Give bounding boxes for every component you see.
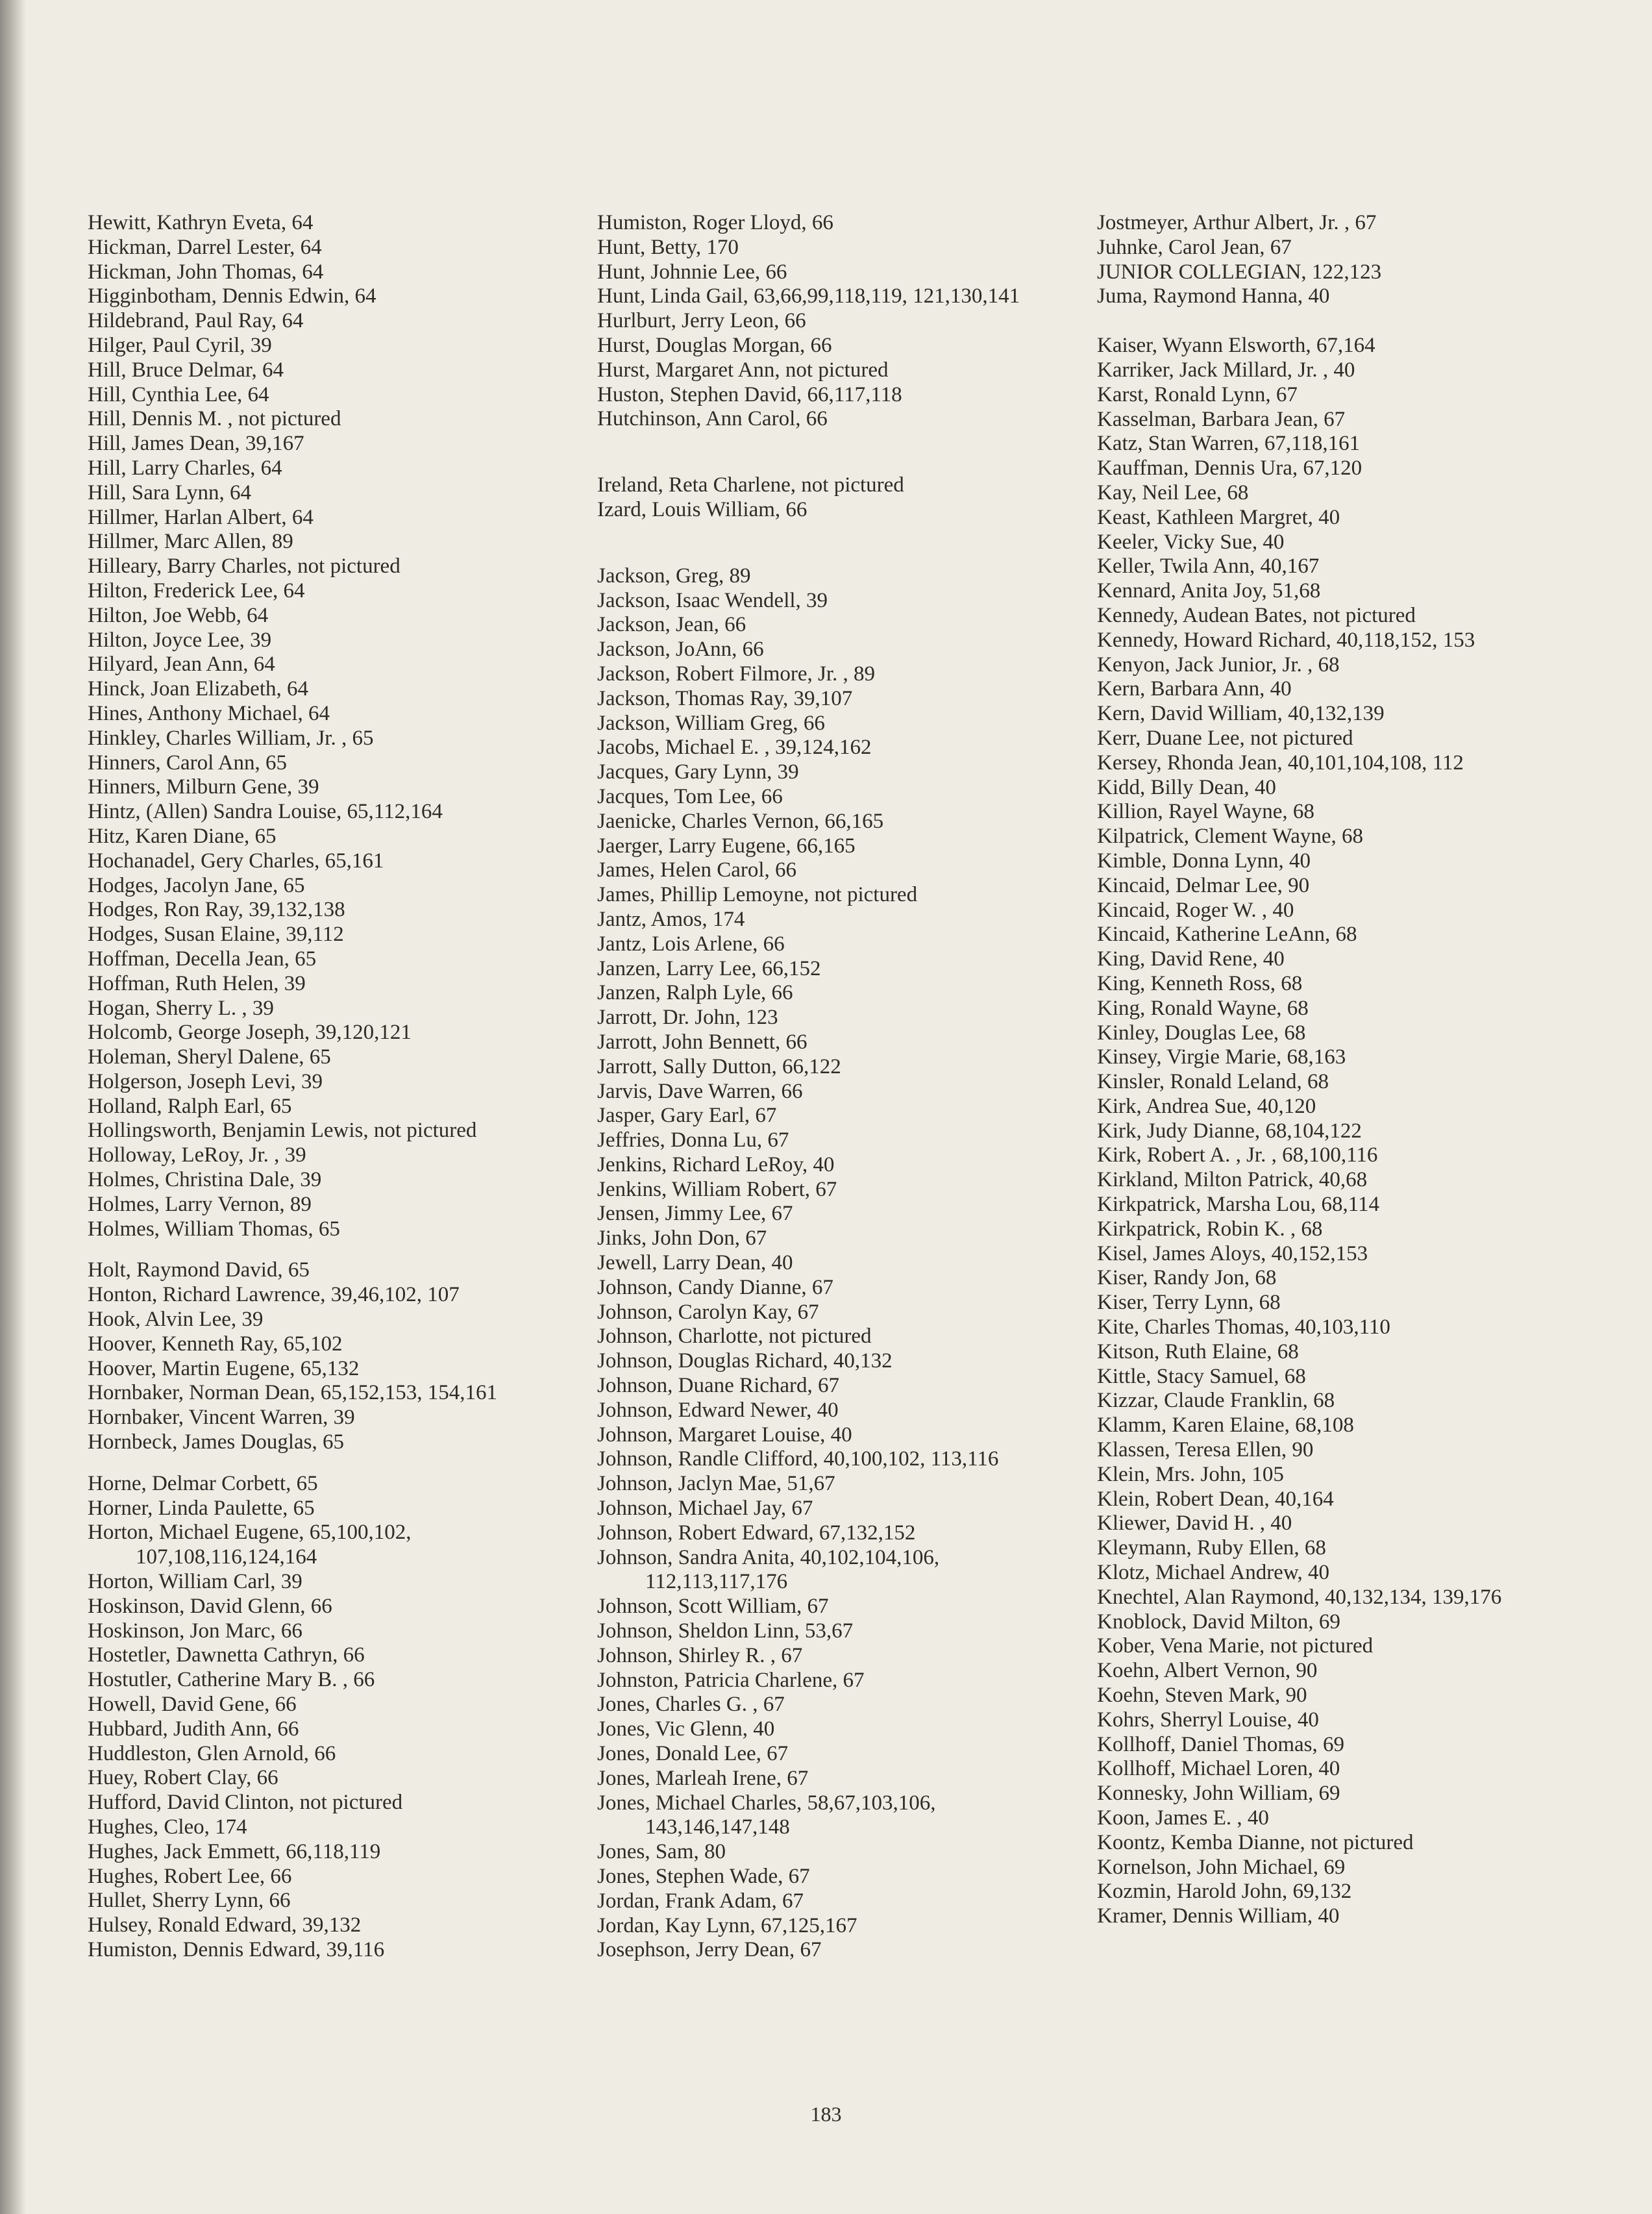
index-entry: Holmes, Larry Vernon, 89 xyxy=(88,1192,312,1216)
index-entry: Hilton, Joyce Lee, 39 xyxy=(88,628,272,652)
index-entry: King, David Rene, 40 xyxy=(1097,947,1285,971)
index-entry: Holt, Raymond David, 65 xyxy=(88,1258,310,1282)
index-entry: Hilyard, Jean Ann, 64 xyxy=(88,653,275,677)
index-entry: Jacobs, Michael E. , 39,124,162 xyxy=(597,736,872,760)
index-entry: Kirk, Judy Dianne, 68,104,122 xyxy=(1097,1119,1362,1143)
group-spacer xyxy=(88,1455,555,1472)
group-spacer xyxy=(597,523,1065,564)
index-entry: Humiston, Dennis Edward, 39,116 xyxy=(88,1937,385,1961)
index-entry: Hill, Larry Charles, 64 xyxy=(88,456,282,480)
index-entry: Killion, Rayel Wayne, 68 xyxy=(1097,800,1314,824)
index-entry: Hill, Bruce Delmar, 64 xyxy=(88,358,284,382)
index-entry: Kern, Barbara Ann, 40 xyxy=(1097,677,1292,701)
index-entry: Kirkpatrick, Marsha Lou, 68,114 xyxy=(1097,1193,1380,1217)
index-entry: Klotz, Michael Andrew, 40 xyxy=(1097,1561,1330,1585)
index-entry: Hurst, Margaret Ann, not pictured xyxy=(597,358,889,382)
index-entry: Kidd, Billy Dean, 40 xyxy=(1097,775,1276,799)
index-entry: Koehn, Albert Vernon, 90 xyxy=(1097,1659,1318,1683)
index-entry: Kinsey, Virgie Marie, 68,163 xyxy=(1097,1045,1346,1069)
index-entry: Klassen, Teresa Ellen, 90 xyxy=(1097,1438,1314,1462)
index-entry: Hewitt, Kathryn Eveta, 64 xyxy=(88,211,314,234)
index-entry: Horton, William Carl, 39 xyxy=(88,1570,302,1594)
index-entry: Hinners, Carol Ann, 65 xyxy=(88,751,288,775)
index-entry: Johnson, Carolyn Kay, 67 xyxy=(597,1300,819,1324)
index-entry: Holeman, Sheryl Dalene, 65 xyxy=(88,1045,331,1069)
index-entry: Hill, Cynthia Lee, 64 xyxy=(88,382,269,406)
index-entry: Jacques, Gary Lynn, 39 xyxy=(597,760,799,784)
index-entry: Hill, Dennis M. , not pictured xyxy=(88,407,341,431)
index-entry: Hoskinson, David Glenn, 66 xyxy=(88,1594,332,1618)
group-spacer xyxy=(1097,309,1564,334)
index-entry: Holmes, William Thomas, 65 xyxy=(88,1217,340,1241)
index-entry: Kenyon, Jack Junior, Jr. , 68 xyxy=(1097,653,1340,677)
index-entry: Klein, Robert Dean, 40,164 xyxy=(1097,1487,1334,1511)
index-entry: Jackson, Greg, 89 xyxy=(597,564,751,588)
group-spacer xyxy=(88,1241,555,1258)
index-entry: JUNIOR COLLEGIAN, 122,123 xyxy=(1097,260,1382,284)
index-entry: Kauffman, Dennis Ura, 67,120 xyxy=(1097,456,1362,480)
index-column-1 xyxy=(88,211,555,1963)
index-entry: Kitson, Ruth Elaine, 68 xyxy=(1097,1339,1299,1363)
index-entry: Kilpatrick, Clement Wayne, 68 xyxy=(1097,825,1364,849)
index-entry: King, Kenneth Ross, 68 xyxy=(1097,971,1303,995)
index-entry: Honton, Richard Lawrence, 39,46,102, 107 xyxy=(88,1283,460,1307)
index-entry: Kasselman, Barbara Jean, 67 xyxy=(1097,407,1346,431)
index-entry: Jantz, Lois Arlene, 66 xyxy=(597,932,785,956)
index-entry: Hunt, Johnnie Lee, 66 xyxy=(597,260,787,284)
index-entry: Koontz, Kemba Dianne, not pictured xyxy=(1097,1830,1414,1854)
index-entry: Johnson, Sheldon Linn, 53,67 xyxy=(597,1619,854,1643)
index-entry: Keast, Kathleen Margret, 40 xyxy=(1097,505,1340,529)
index-entry: Hodges, Ron Ray, 39,132,138 xyxy=(88,898,345,922)
index-entry: Hurst, Douglas Morgan, 66 xyxy=(597,333,832,357)
index-entry: Huston, Stephen David, 66,117,118 xyxy=(597,382,902,406)
index-entry: Knoblock, David Milton, 69 xyxy=(1097,1610,1340,1634)
index-entry: Kennard, Anita Joy, 51,68 xyxy=(1097,579,1321,603)
index-entry: Jones, Stephen Wade, 67 xyxy=(597,1865,810,1888)
index-entry: Horner, Linda Paulette, 65 xyxy=(88,1496,315,1520)
index-entry: Knechtel, Alan Raymond, 40,132,134, 139,176 xyxy=(1097,1585,1502,1609)
index-entry: Izard, Louis William, 66 xyxy=(597,497,808,521)
index-entry: Hodges, Jacolyn Jane, 65 xyxy=(88,873,305,897)
index-entry: King, Ronald Wayne, 68 xyxy=(1097,996,1309,1020)
index-entry: Hostetler, Dawnetta Cathryn, 66 xyxy=(88,1643,365,1667)
index-entry: Jasper, Gary Earl, 67 xyxy=(597,1104,777,1128)
index-entry: Horne, Delmar Corbett, 65 xyxy=(88,1471,318,1495)
index-entry: Hildebrand, Paul Ray, 64 xyxy=(88,309,304,333)
index-entry: Hinck, Joan Elizabeth, 64 xyxy=(88,677,308,701)
index-entry: Hornbaker, Vincent Warren, 39 xyxy=(88,1406,355,1430)
index-entry: Howell, David Gene, 66 xyxy=(88,1693,297,1717)
index-entry: Hochanadel, Gery Charles, 65,161 xyxy=(88,849,384,873)
index-entry: Koehn, Steven Mark, 90 xyxy=(1097,1684,1307,1708)
index-entry: Jackson, Robert Filmore, Jr. , 89 xyxy=(597,662,876,686)
index-entry: Holcomb, George Joseph, 39,120,121 xyxy=(88,1021,412,1045)
index-entry: Jones, Marleah Irene, 67 xyxy=(597,1766,809,1790)
index-entry: Hitz, Karen Diane, 65 xyxy=(88,824,277,848)
index-entry: Hilton, Frederick Lee, 64 xyxy=(88,578,305,603)
index-entry: Keeler, Vicky Sue, 40 xyxy=(1097,530,1285,554)
index-entry: Holgerson, Joseph Levi, 39 xyxy=(88,1069,323,1093)
index-entry: Johnson, Scott William, 67 xyxy=(597,1595,829,1619)
index-entry: Kober, Vena Marie, not pictured xyxy=(1097,1634,1374,1658)
index-entry: Jaerger, Larry Eugene, 66,165 xyxy=(597,834,856,858)
index-entry: Hillmer, Marc Allen, 89 xyxy=(88,530,293,554)
index-entry: Johnson, Duane Richard, 67 xyxy=(597,1374,840,1398)
index-entry: Hilton, Joe Webb, 64 xyxy=(88,603,269,627)
index-entry: Hines, Anthony Michael, 64 xyxy=(88,701,330,725)
index-entry: Kirkpatrick, Robin K. , 68 xyxy=(1097,1217,1323,1241)
index-entry: Kisel, James Aloys, 40,152,153 xyxy=(1097,1241,1368,1265)
index-entry: Johnson, Candy Dianne, 67 xyxy=(597,1275,833,1299)
index-entry: Hufford, David Clinton, not pictured xyxy=(88,1791,403,1815)
index-entry: Johnson, Shirley R. , 67 xyxy=(597,1643,803,1667)
index-entry: Koon, James E. , 40 xyxy=(1097,1806,1269,1830)
index-entry: Hickman, Darrel Lester, 64 xyxy=(88,235,322,259)
index-entry: Kennedy, Audean Bates, not pictured xyxy=(1097,603,1416,627)
index-entry: Hilleary, Barry Charles, not pictured xyxy=(88,554,401,578)
index-entry: Hoffman, Ruth Helen, 39 xyxy=(88,971,306,995)
index-entry: Jones, Sam, 80 xyxy=(597,1840,726,1864)
index-entry: Hoover, Kenneth Ray, 65,102 xyxy=(88,1332,343,1356)
index-entry: Kollhoff, Daniel Thomas, 69 xyxy=(1097,1732,1344,1756)
index-entry: Hoffman, Decella Jean, 65 xyxy=(88,947,317,971)
index-entry: Hubbard, Judith Ann, 66 xyxy=(88,1717,299,1741)
index-entry: Hoover, Martin Eugene, 65,132 xyxy=(88,1356,360,1380)
index-entry: Josephson, Jerry Dean, 67 xyxy=(597,1938,822,1962)
group-spacer xyxy=(597,432,1065,473)
index-entry: Kincaid, Roger W. , 40 xyxy=(1097,898,1294,922)
index-entry: Kollhoff, Michael Loren, 40 xyxy=(1097,1757,1340,1781)
index-entry: Hughes, Cleo, 174 xyxy=(88,1815,247,1839)
index-entry: Holmes, Christina Dale, 39 xyxy=(88,1168,322,1192)
index-entry: Karst, Ronald Lynn, 67 xyxy=(1097,382,1298,406)
index-entry: Huddleston, Glen Arnold, 66 xyxy=(88,1741,336,1765)
index-entry: Jensen, Jimmy Lee, 67 xyxy=(597,1202,793,1226)
index-entry: Johnson, Margaret Louise, 40 xyxy=(597,1423,852,1447)
index-entry: Karriker, Jack Millard, Jr. , 40 xyxy=(1097,358,1355,382)
index-entry: Hook, Alvin Lee, 39 xyxy=(88,1308,264,1332)
index-entry: Humiston, Roger Lloyd, 66 xyxy=(597,211,833,234)
index-entry: Kennedy, Howard Richard, 40,118,152, 153 xyxy=(1097,628,1475,652)
index-entry: Kimble, Donna Lynn, 40 xyxy=(1097,849,1311,873)
index-entry: Keller, Twila Ann, 40,167 xyxy=(1097,554,1320,578)
index-entry: Horton, Michael Eugene, 65,100,102, 107,108,116,124,164 xyxy=(88,1521,412,1569)
index-entry: Jewell, Larry Dean, 40 xyxy=(597,1251,793,1275)
index-entry: Hill, James Dean, 39,167 xyxy=(88,432,304,456)
index-entry: Kirk, Andrea Sue, 40,120 xyxy=(1097,1094,1316,1118)
index-entry: Kerr, Duane Lee, not pictured xyxy=(1097,726,1353,750)
index-entry: Kinley, Douglas Lee, 68 xyxy=(1097,1021,1306,1045)
index-entry: Hutchinson, Ann Carol, 66 xyxy=(597,407,828,431)
index-entry: Kozmin, Harold John, 69,132 xyxy=(1097,1880,1352,1904)
index-entry: Jantz, Amos, 174 xyxy=(597,907,745,931)
index-entry: Kramer, Dennis William, 40 xyxy=(1097,1904,1340,1928)
index-entry: Hodges, Susan Elaine, 39,112 xyxy=(88,923,344,947)
index-column-2 xyxy=(597,211,1065,1963)
index-entry: James, Helen Carol, 66 xyxy=(597,858,797,882)
index-entry: Huey, Robert Clay, 66 xyxy=(88,1766,278,1790)
index-entry: Jones, Michael Charles, 58,67,103,106, 143,146,147,148 xyxy=(597,1791,936,1839)
index-entry: Jarrott, Dr. John, 123 xyxy=(597,1006,778,1030)
index-entry: Jordan, Frank Adam, 67 xyxy=(597,1889,804,1913)
index-entry: Kittle, Stacy Samuel, 68 xyxy=(1097,1364,1306,1388)
index-entry: Jaenicke, Charles Vernon, 66,165 xyxy=(597,809,884,833)
index-entry: Jackson, JoAnn, 66 xyxy=(597,638,764,662)
index-entry: Jordan, Kay Lynn, 67,125,167 xyxy=(597,1913,857,1937)
index-entry: Konnesky, John William, 69 xyxy=(1097,1782,1340,1806)
index-entry: Kirk, Robert A. , Jr. , 68,100,116 xyxy=(1097,1143,1378,1167)
index-entry: Hillmer, Harlan Albert, 64 xyxy=(88,505,314,529)
index-entry: Hollingsworth, Benjamin Lewis, not pictured xyxy=(88,1119,477,1143)
index-entry: Kite, Charles Thomas, 40,103,110 xyxy=(1097,1315,1390,1339)
index-entry: Kersey, Rhonda Jean, 40,101,104,108, 112 xyxy=(1097,751,1464,775)
index-entry: Kiser, Randy Jon, 68 xyxy=(1097,1266,1277,1290)
index-entry: Hostutler, Catherine Mary B. , 66 xyxy=(88,1668,375,1692)
index-entry: Hill, Sara Lynn, 64 xyxy=(88,480,252,504)
index-entry: James, Phillip Lemoyne, not pictured xyxy=(597,883,918,907)
index-entry: Kincaid, Delmar Lee, 90 xyxy=(1097,873,1310,897)
index-entry: Kornelson, John Michael, 69 xyxy=(1097,1855,1346,1879)
index-entry: Hinners, Milburn Gene, 39 xyxy=(88,775,319,799)
index-entry: Jenkins, Richard LeRoy, 40 xyxy=(597,1152,835,1176)
index-entry: Hughes, Jack Emmett, 66,118,119 xyxy=(88,1839,381,1863)
index-entry: Johnson, Jaclyn Mae, 51,67 xyxy=(597,1472,835,1496)
index-entry: Hughes, Robert Lee, 66 xyxy=(88,1864,292,1888)
index-entry: Hunt, Betty, 170 xyxy=(597,235,739,259)
index-entry: Johnston, Patricia Charlene, 67 xyxy=(597,1668,865,1692)
index-entry: Jeffries, Donna Lu, 67 xyxy=(597,1128,789,1152)
index-entry: Hinkley, Charles William, Jr. , 65 xyxy=(88,726,374,750)
index-entry: Holland, Ralph Earl, 65 xyxy=(88,1094,292,1118)
index-entry: Janzen, Ralph Lyle, 66 xyxy=(597,981,793,1005)
index-entry: Kliewer, David H. , 40 xyxy=(1097,1511,1292,1536)
index-entry: Johnson, Randle Clifford, 40,100,102, 113,116 xyxy=(597,1447,999,1471)
index-entry: Hilger, Paul Cyril, 39 xyxy=(88,333,272,357)
index-entry: Hogan, Sherry L. , 39 xyxy=(88,996,274,1020)
index-entry: Jarrott, Sally Dutton, 66,122 xyxy=(597,1054,841,1078)
index-entry: Katz, Stan Warren, 67,118,161 xyxy=(1097,432,1361,456)
index-entry: Klein, Mrs. John, 105 xyxy=(1097,1462,1284,1486)
index-entry: Kleymann, Ruby Ellen, 68 xyxy=(1097,1536,1326,1560)
index-entry: Jarrott, John Bennett, 66 xyxy=(597,1030,808,1054)
index-entry: Ireland, Reta Charlene, not pictured xyxy=(597,473,904,497)
index-entry: Juhnke, Carol Jean, 67 xyxy=(1097,235,1292,259)
index-entry: Holloway, LeRoy, Jr. , 39 xyxy=(88,1143,306,1167)
index-entry: Jones, Vic Glenn, 40 xyxy=(597,1717,775,1741)
index-entry: Kern, David William, 40,132,139 xyxy=(1097,702,1385,726)
index-entry: Jackson, William Greg, 66 xyxy=(597,711,825,735)
index-entry: Jarvis, Dave Warren, 66 xyxy=(597,1079,803,1103)
index-entry: Hornbaker, Norman Dean, 65,152,153, 154,161 xyxy=(88,1381,498,1405)
index-entry: Hoskinson, Jon Marc, 66 xyxy=(88,1619,302,1643)
index-entry: Kinsler, Ronald Leland, 68 xyxy=(1097,1070,1329,1094)
index-entry: Higginbotham, Dennis Edwin, 64 xyxy=(88,284,376,308)
index-entry: Kay, Neil Lee, 68 xyxy=(1097,480,1249,504)
index-entry: Kaiser, Wyann Elsworth, 67,164 xyxy=(1097,334,1375,358)
index-entry: Hickman, John Thomas, 64 xyxy=(88,260,324,284)
index-entry: Kohrs, Sherryl Louise, 40 xyxy=(1097,1708,1319,1732)
index-entry: Jones, Donald Lee, 67 xyxy=(597,1742,789,1766)
index-entry: Jenkins, William Robert, 67 xyxy=(597,1177,837,1201)
index-column-3 xyxy=(1097,211,1564,1929)
book-spine-shadow xyxy=(0,0,26,2214)
index-entry: Kizzar, Claude Franklin, 68 xyxy=(1097,1389,1335,1413)
index-entry: Kiser, Terry Lynn, 68 xyxy=(1097,1291,1281,1315)
index-entry: Hurlburt, Jerry Leon, 66 xyxy=(597,309,806,333)
index-entry: Johnson, Charlotte, not pictured xyxy=(597,1325,872,1349)
index-entry: Jackson, Isaac Wendell, 39 xyxy=(597,588,828,612)
page-number: 183 xyxy=(810,2102,842,2126)
index-entry: Johnson, Edward Newer, 40 xyxy=(597,1398,839,1422)
index-entry: Kincaid, Katherine LeAnn, 68 xyxy=(1097,923,1357,947)
index-entry: Johnson, Douglas Richard, 40,132 xyxy=(597,1349,893,1373)
index-entry: Juma, Raymond Hanna, 40 xyxy=(1097,284,1330,308)
index-entry: Johnson, Robert Edward, 67,132,152 xyxy=(597,1521,916,1545)
index-entry: Johnson, Michael Jay, 67 xyxy=(597,1497,813,1521)
index-entry: Hintz, (Allen) Sandra Louise, 65,112,164 xyxy=(88,800,443,824)
index-entry: Janzen, Larry Lee, 66,152 xyxy=(597,956,821,980)
index-entry: Jinks, John Don, 67 xyxy=(597,1226,767,1250)
index-entry: Kirkland, Milton Patrick, 40,68 xyxy=(1097,1168,1368,1192)
index-entry: Hunt, Linda Gail, 63,66,99,118,119, 121,130,141 xyxy=(597,284,1020,308)
index-entry: Hulsey, Ronald Edward, 39,132 xyxy=(88,1913,362,1937)
index-entry: Jackson, Jean, 66 xyxy=(597,613,746,637)
index-entry: Klamm, Karen Elaine, 68,108 xyxy=(1097,1413,1354,1437)
index-entry: Jackson, Thomas Ray, 39,107 xyxy=(597,686,853,710)
index-entry: Jones, Charles G. , 67 xyxy=(597,1693,785,1717)
index-entry: Jacques, Tom Lee, 66 xyxy=(597,784,783,808)
index-entry: Hornbeck, James Douglas, 65 xyxy=(88,1430,345,1454)
index-entry: Johnson, Sandra Anita, 40,102,104,106, 112,113,117,176 xyxy=(597,1545,940,1594)
index-entry: Hullet, Sherry Lynn, 66 xyxy=(88,1889,291,1913)
index-entry: Jostmeyer, Arthur Albert, Jr. , 67 xyxy=(1097,211,1377,234)
